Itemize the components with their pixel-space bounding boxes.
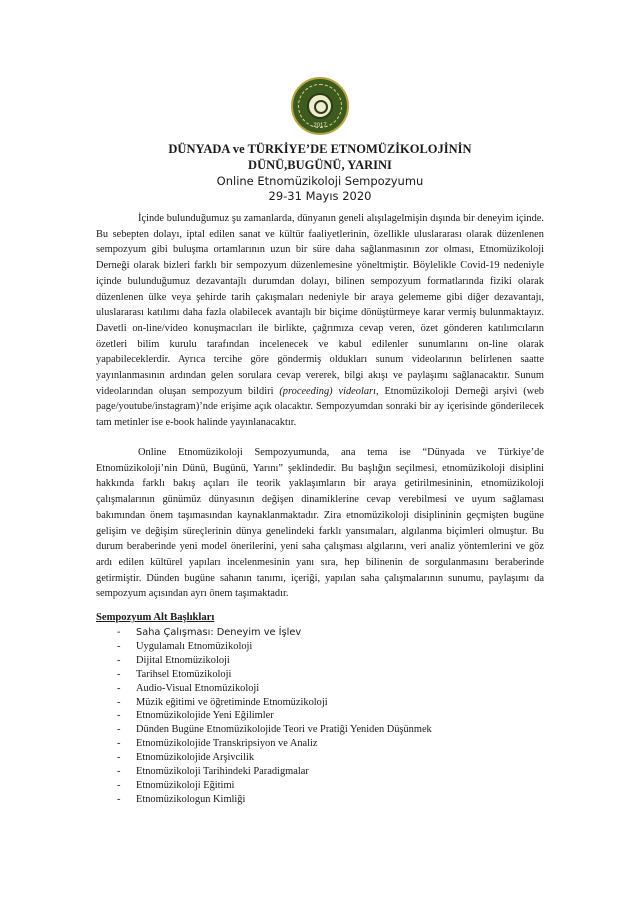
subtopic-item [96,779,432,793]
intro-text-1: İçinde bulunduğumuz şu zamanlarda, dünyanın geneli alışılagelmişin dışında bir deneyim içinde. Bu sebepten dolayı, iptal edilen sanat ve kültür faaliyetlerinin, özellikle uluslararası olarak düzenlenen sempozyum gibi buluşma ortamlarının uzun bir süre daha sağlanmasının zor olması, Etnomüzikoloji Derneği olarak bizleri farklı bir sempozyum düzenlemesine yöneltmiştir. Böylelikle Covid-19 nedeniyle içinde bulunduğumuz dezavantajlı durumdan dolayı, bilinen sempozyum formatlarında fiziki olarak düzenlenen ülke veya şehirde tarih çakışmaları nedeniyle bir araya gelememe gibi diğer dezavantajı, uluslararası katılımı daha fazla olabilecek avantajlı bir biçime dönüştürmeye karar vermiş bulunmaktayız. Davetli on-line/video konuşmacıları ile birlikte, çağrımıza cevap veren, özet gönderen katılımcıların özetleri bilim kurulu tarafından incelenecek ve kabul edilenler sunumlarını on-line olarak yapabileceklerdir. Ayrıca tercihe göre göndermiş oldukları sunum videolarının belirlenen saatte yayınlanmasının ardından gelen sorulara cevap vererek, bilgi akışı ve paylaşımı sağlanacaktır. Sunum videolarından oluşan sempozyum bildiri [96,213,544,397]
subtopic-item [96,723,432,737]
document-title-line1: DÜNYADA ve TÜRKİYE’DE ETNOMÜZİKOLOJİNİN [168,142,472,156]
subtopic-label: Müzik eğitimi ve öğretiminde Etnomüzikoloji [136,696,328,708]
subtopic-label: Dünden Bugüne Etnomüzikolojide Teori ve Pratiği Yeniden Düşünmek [136,724,432,736]
subtopic-label: Etnomüzikolojide Transkripsiyon ve Analiz [136,738,318,750]
intro-italic-term: (proceeding) videoları [279,385,376,397]
subtopic-bullet: - [117,710,121,722]
subtopic-bullet: - [117,793,121,805]
subtopics-heading: Sempozyum Alt Başlıkları [96,612,215,623]
subtopic-bullet: - [117,682,121,694]
subtopic-bullet: - [117,627,121,638]
subtopic-item [96,765,432,779]
subtopic-label: Etnomüzikologun Kimliği [136,793,246,805]
subtopic-bullet: - [117,654,121,666]
subtopic-item [96,682,432,696]
subtopic-label: Etnomüzikoloji Tarihindeki Paradigmalar [136,766,309,778]
logo-emblem [307,93,333,119]
subtopic-label: Dijital Etnomüzikoloji [136,654,230,666]
subtopic-item [96,668,432,682]
subtopic-label: Tarihsel Etomüzikoloji [136,668,232,680]
subtopic-bullet: - [117,766,121,778]
subtopic-label: Etnomüzikolojide Arşivcilik [136,752,255,764]
subtopic-bullet: - [117,640,121,652]
subtopic-item [96,626,432,640]
intro-paragraph [96,211,544,431]
symposium-dates: 29-31 Mayıs 2020 [268,189,372,203]
subtopics-list [96,626,432,807]
symposium-name: Online Etnomüzikoloji Sempozyumu [216,174,424,188]
association-logo [291,77,349,135]
theme-paragraph: Online Etnomüzikoloji Sempozyumunda, ana tema ise “Dünyada ve Türkiye’de Etnomüzikoloji’nin Dünü, Bugünü, Yarını” şeklindedir. Bu başlığın seçilmesi, etnomüzikoloji disiplini hakkında farklı bakış açıları ile teorik yaklaşımların bir araya getirilmesininin, etnomüzikoloji çalışmalarının günümüz dünyasının değişen dinamiklerine cevap verebilmesi ve uyum sağlaması bakımından önem taşımasından kaynaklanmaktadır. Zira etnomüzikoloji disiplininin geçmişten bugüne gelişim ve değişim süreçlerinin dünya genelindeki farklı yansımaları, algılanma biçimleri olmuştur. Bu durum beraberinde yeni model önerilerini, yeni saha çalışması algılarını, veri analiz yöntemlerini ve göz ardı edilen kültürel yapıları incelenmesinin yanı sıra, hep bilinenin de sorgulanmasını beraberinde getirmiştir. Dünden bugüne sahanın tanımı, içeriği, yapılan saha çalışmalarının sunumu, paylaşımı da sempozyum açısından ayrı önem taşımaktadır. [96,447,544,600]
subtopic-bullet: - [117,752,121,764]
subtopic-item [96,640,432,654]
subtopic-bullet: - [117,724,121,736]
subtopic-label: Etnomüzikolojide Yeni Eğilimler [136,710,274,722]
subtopic-item [96,709,432,723]
subtopic-bullet: - [117,696,121,708]
subtopic-label: Etnomüzikoloji Eğitimi [136,779,235,791]
subtopic-label: Uygulamalı Etnomüzikoloji [136,640,253,652]
subtopic-label: Audio-Visual Etnomüzikoloji [136,682,260,694]
subtopic-item [96,793,432,807]
subtopic-label: Saha Çalışması: Deneyim ve İşlev [136,627,302,638]
document-title-line2: DÜNÜ,BUGÜNÜ, YARINI [248,158,392,172]
subtopic-bullet: - [117,668,121,680]
subtopic-bullet: - [117,779,121,791]
subtopic-bullet: - [117,738,121,750]
subtopic-item [96,751,432,765]
subtopic-item [96,654,432,668]
subtopic-item [96,737,432,751]
subtopic-item [96,696,432,710]
intro-text-2: , Etnomüzikoloji Derneği arşivi (web page/youtube/instagram)’nde erişime açık olacaktır. Sempozyumdan sonraki bir ay içerisinde gönderilecek tam metinler ise e-book halinde yayınlanacaktır. [96,385,544,429]
logo-year: 2017 [313,123,327,129]
